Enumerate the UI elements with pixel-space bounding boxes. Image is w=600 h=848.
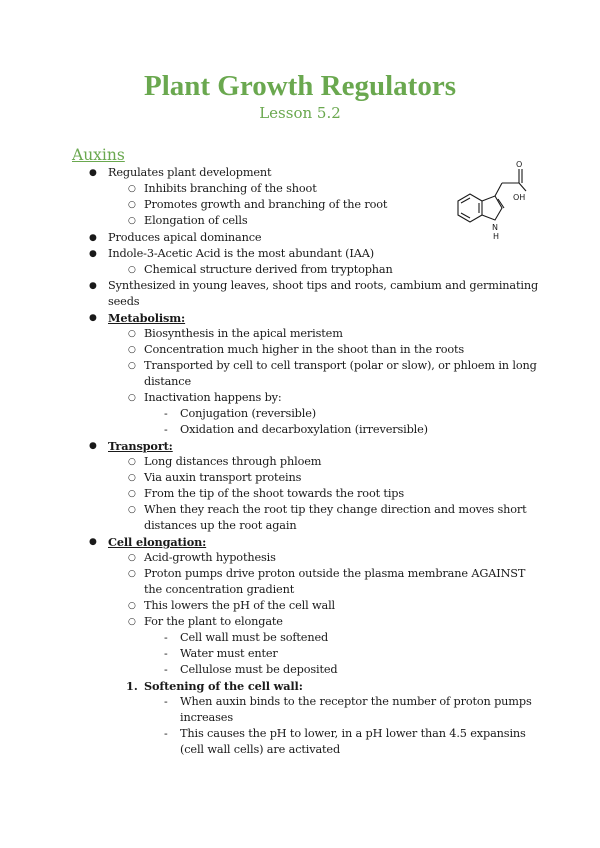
list-item-continuation: seeds	[108, 295, 140, 308]
circle-marker: ○	[128, 216, 136, 226]
circle-marker: ○	[128, 457, 136, 467]
list-item: Water must enter	[180, 647, 278, 660]
dash-marker: -	[164, 407, 168, 420]
atom-o-label: O	[516, 160, 523, 169]
circle-marker: ○	[128, 617, 136, 627]
circle-marker: ○	[128, 553, 136, 563]
dash-marker: -	[164, 663, 168, 676]
bullet-marker: ●	[89, 249, 97, 259]
list-item: Indole-3-Acetic Acid is the most abundant (IAA)	[108, 247, 375, 260]
subheading-cell-elongation: Cell elongation:	[108, 535, 207, 549]
list-item-continuation: (cell wall cells) are activated	[180, 743, 341, 756]
list-item: Biosynthesis in the apical meristem	[144, 327, 343, 340]
atom-n-label: N	[492, 223, 498, 232]
list-item: From the tip of the shoot towards the root tips	[144, 487, 405, 500]
atom-oh-label: OH	[513, 193, 526, 202]
list-item: Inactivation happens by:	[144, 391, 282, 404]
atom-h-label: H	[493, 232, 500, 241]
bullet-marker: ●	[89, 168, 97, 178]
list-item: This lowers the pH of the cell wall	[144, 599, 336, 612]
list-item: Acid-growth hypothesis	[144, 551, 276, 564]
numbered-heading-softening: Softening of the cell wall:	[144, 679, 303, 693]
dash-marker: -	[164, 631, 168, 644]
section-heading-auxins: Auxins	[72, 146, 125, 164]
subheading-transport: Transport:	[108, 439, 173, 453]
circle-marker: ○	[128, 200, 136, 210]
circle-marker: ○	[128, 345, 136, 355]
iaa-structure-diagram	[440, 156, 530, 246]
page-title: Plant Growth Regulators	[143, 70, 456, 102]
circle-marker: ○	[128, 569, 136, 579]
list-item: Proton pumps drive proton outside the plasma membrane AGAINST	[144, 567, 526, 580]
circle-marker: ○	[128, 601, 136, 611]
bullet-marker: ●	[89, 441, 97, 451]
bullet-marker: ●	[89, 537, 97, 547]
circle-marker: ○	[128, 393, 136, 403]
list-item: When they reach the root tip they change direction and moves short	[144, 503, 527, 516]
circle-marker: ○	[128, 329, 136, 339]
circle-marker: ○	[128, 505, 136, 515]
list-item: Transported by cell to cell transport (polar or slow), or phloem in long	[144, 359, 537, 372]
list-item: Regulates plant development	[108, 166, 272, 179]
list-item: Cell wall must be softened	[180, 631, 329, 644]
circle-marker: ○	[128, 361, 136, 371]
bullet-marker: ●	[89, 281, 97, 291]
bullet-marker: ●	[89, 233, 97, 243]
list-item: Synthesized in young leaves, shoot tips and roots, cambium and germinating	[108, 279, 539, 292]
list-item-continuation: the concentration gradient	[144, 583, 295, 596]
list-item: Produces apical dominance	[108, 231, 262, 244]
list-item: For the plant to elongate	[144, 615, 283, 628]
list-item: Concentration much higher in the shoot than in the roots	[144, 343, 465, 356]
subheading-metabolism: Metabolism:	[108, 311, 186, 325]
list-item-continuation: distance	[144, 375, 192, 388]
list-item: This causes the pH to lower, in a pH lower than 4.5 expansins	[180, 727, 526, 740]
dash-marker: -	[164, 727, 168, 740]
list-item: Long distances through phloem	[144, 455, 322, 468]
circle-marker: ○	[128, 473, 136, 483]
dash-marker: -	[164, 423, 168, 436]
dash-marker: -	[164, 695, 168, 708]
list-item: Via auxin transport proteins	[144, 471, 302, 484]
bullet-marker: ●	[89, 313, 97, 323]
circle-marker: ○	[128, 184, 136, 194]
circle-marker: ○	[128, 489, 136, 499]
list-item: Promotes growth and branching of the root	[144, 198, 388, 211]
list-item-continuation: distances up the root again	[144, 519, 297, 532]
circle-marker: ○	[128, 265, 136, 275]
list-item-continuation: increases	[180, 711, 233, 724]
list-item: Cellulose must be deposited	[180, 663, 338, 676]
list-item: When auxin binds to the receptor the number of proton pumps	[180, 695, 532, 708]
dash-marker: -	[164, 647, 168, 660]
number-marker: 1.	[126, 679, 138, 693]
list-item: Oxidation and decarboxylation (irreversible)	[180, 423, 428, 436]
page-subtitle: Lesson 5.2	[259, 104, 341, 122]
list-item: Chemical structure derived from tryptophan	[144, 263, 393, 276]
list-item: Elongation of cells	[144, 214, 248, 227]
list-item: Conjugation (reversible)	[180, 407, 316, 420]
list-item: Inhibits branching of the shoot	[144, 182, 317, 195]
